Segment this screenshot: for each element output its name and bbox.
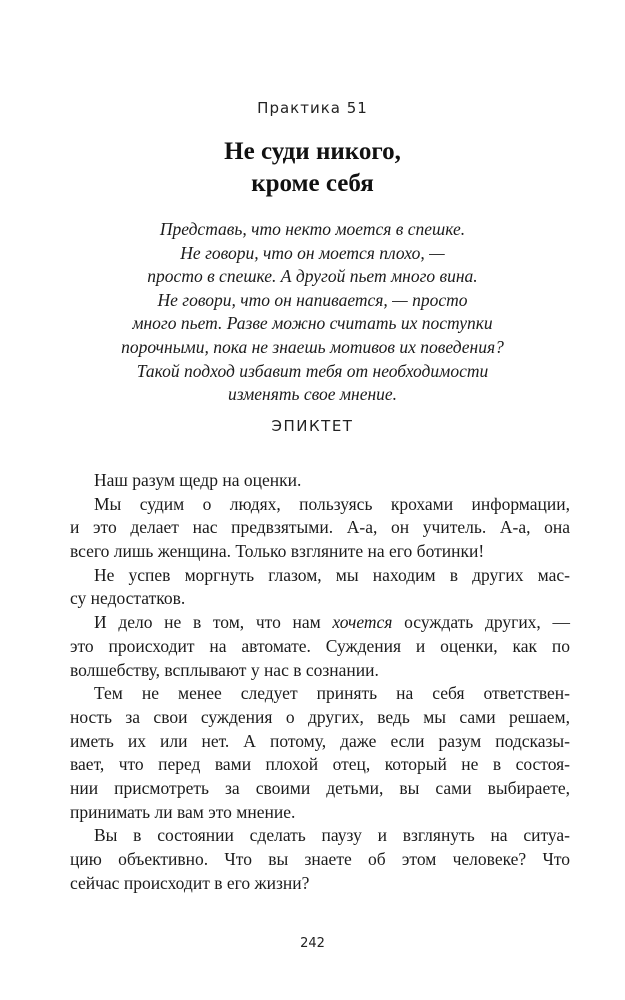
body-line: вает, что перед вами плохой отец, который не в состоя- [70,754,570,775]
page-number: 242 [300,936,325,951]
body-line: нии присмотреть за своими детьми, вы сами выбираете, [70,777,570,798]
body-line: иметь их или нет. А потому, даже если разум подсказы- [70,730,570,751]
epigraph-line: Представь, что некто моется в спешке. [159,219,466,239]
body-line: волшебству, всплывают у нас в сознании. [70,659,379,680]
epigraph-line: Не говори, что он моется плохо, — [180,242,445,263]
chapter-title [0,136,625,200]
practice-label: Практика 51 [257,99,368,117]
body-line-with-emphasis: И дело не в том, что нам хочется осуждать других, — [94,612,570,633]
emphasized-word: хочется [332,612,393,633]
epigraph-author: ЭПИКТЕТ [271,417,354,435]
epigraph-line: Такой подход избавит тебя от необходимости [136,360,489,381]
epigraph-line: порочными, пока не знаешь мотивов их поведения? [121,336,504,357]
body-line: Тем не менее следует принять на себя ответствен- [94,683,570,704]
body-line: Мы судим о людях, пользуясь крохами информации, [94,493,570,514]
body-text [70,469,570,895]
body-line: принимать ли вам это мнение. [70,801,296,822]
body-line: су недостатков. [70,588,186,609]
body-line: Вы в состоянии сделать паузу и взглянуть на ситуа- [94,825,570,846]
body-line: Не успев моргнуть глазом, мы находим в других мас- [94,564,570,585]
epigraph-line: Не говори, что он напивается, — просто [157,289,468,310]
body-line: ность за свои суждения о других, ведь мы сами решаем, [70,706,570,727]
epigraph-line: много пьет. Разве можно считать их поступки [132,313,493,334]
body-line: это происходит на автомате. Суждения и оценки, как по [70,635,570,656]
body-line: и это делает нас предвзятыми. А-а, он учитель. А-а, она [70,517,570,538]
epigraph-line: просто в спешке. А другой пьет много вина. [147,266,478,287]
body-line: цию объективно. Что вы знаете об этом человеке? Что [70,849,570,869]
chapter-title-line-1: Не суди никого, [224,138,401,165]
epigraph-line: изменять свое мнение. [227,384,398,405]
body-line: сейчас происходит в его жизни? [70,872,310,893]
body-line: всего лишь женщина. Только взгляните на его ботинки! [70,541,485,562]
chapter-title-line-2: кроме себя [251,170,374,197]
body-line: Наш разум щедр на оценки. [94,470,302,490]
epigraph-quote [0,218,625,407]
